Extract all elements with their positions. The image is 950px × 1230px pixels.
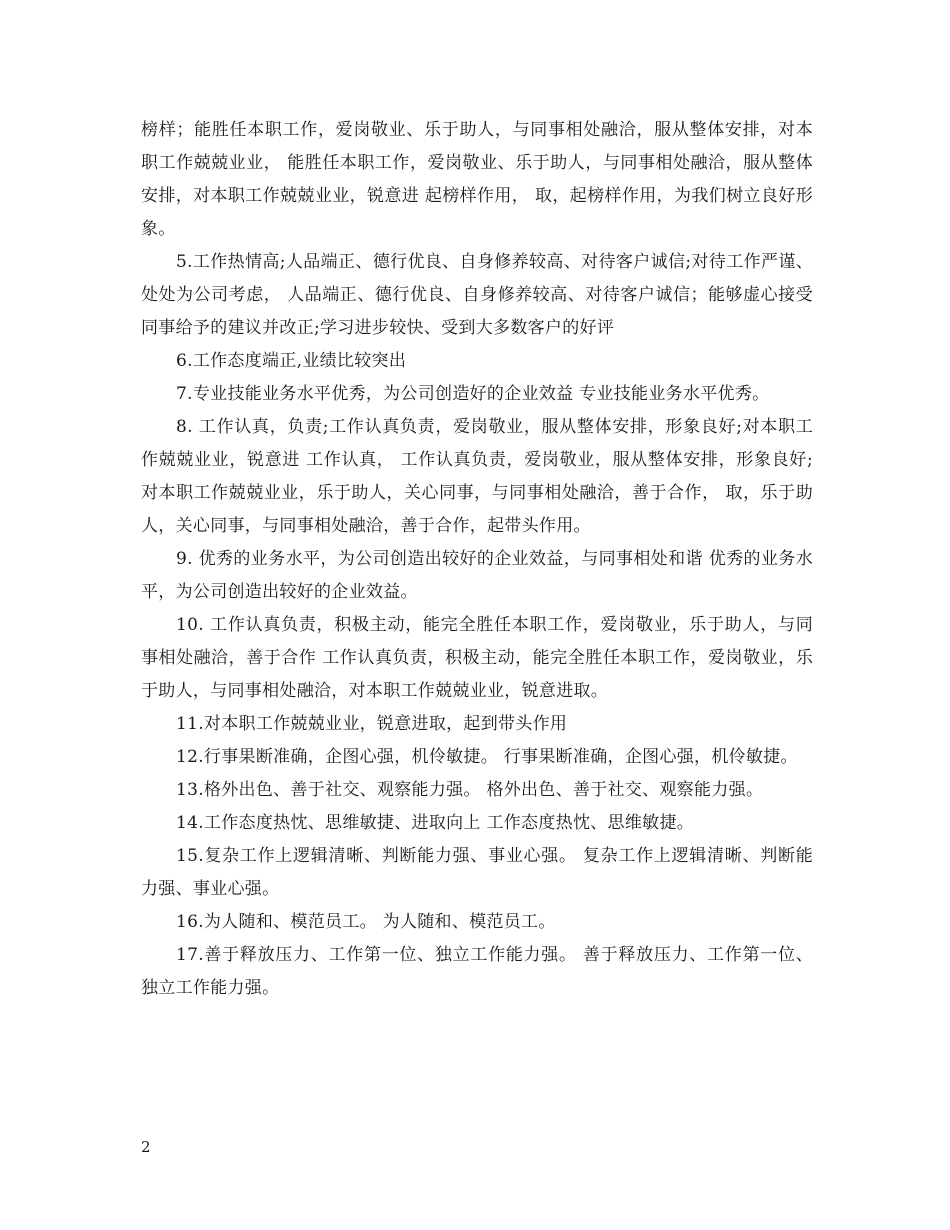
paragraph: 13.格外出色、善于社交、观察能力强。 格外出色、善于社交、观察能力强。: [176, 780, 764, 800]
paragraph: 7.专业技能业务水平优秀，为公司创造好的企业效益 专业技能业务水平优秀。: [176, 384, 770, 404]
page-number: 2: [141, 1138, 151, 1156]
paragraph: 12.行事果断准确，企图心强，机伶敏捷。 行事果断准确，企图心强，机伶敏捷。: [176, 747, 798, 767]
paragraph: 11.对本职工作兢兢业业，锐意进取，起到带头作用: [176, 714, 568, 734]
paragraph: 14.工作态度热忱、思维敏捷、进取向上 工作态度热忱、思维敏捷。: [176, 813, 695, 833]
paragraph: 6.工作态度端正,业绩比较突出: [176, 351, 407, 371]
document-body: [141, 114, 813, 1005]
paragraph: 8. 工作认真，负责;工作认真负责，爱岗敬业，服从整体安排，形象良好;对本职工作兢兢业业，锐意进 工作认真， 工作认真负责，爱岗敬业，服从整体安排，形象良好;对本职工作兢兢业业，乐于助人，关心同事，与同事相处融洽，善于合作， 取，乐于助人，关心同事，与同事相处融洽，善于合作，起带头作用。: [141, 417, 813, 536]
paragraph: 10. 工作认真负责，积极主动，能完全胜任本职工作，爱岗敬业，乐于助人，与同事相处融洽，善于合作 工作认真负责，积极主动，能完全胜任本职工作，爱岗敬业，乐于助人，与同事相处融洽，对本职工作兢兢业业，锐意进取。: [141, 615, 813, 701]
paragraph: 5.工作热情高;人品端正、德行优良、自身修养较高、对待客户诚信;对待工作严谨、处处为公司考虑， 人品端正、德行优良、自身修养较高、对待客户诚信；能够虚心接受同事给予的建议并改正;学习进步较快、受到大多数客户的好评: [141, 252, 813, 338]
paragraph: 17.善于释放压力、工作第一位、独立工作能力强。 善于释放压力、工作第一位、独立工作能力强。: [141, 945, 813, 998]
paragraph: 榜样；能胜任本职工作，爱岗敬业、乐于助人，与同事相处融洽，服从整体安排，对本职工作兢兢业业， 能胜任本职工作，爱岗敬业、乐于助人，与同事相处融洽，服从整体安排，对本职工作兢兢业业，锐意进 起榜样作用， 取，起榜样作用，为我们树立良好形象。: [141, 120, 813, 239]
paragraph: 9. 优秀的业务水平，为公司创造出较好的企业效益，与同事相处和谐 优秀的业务水平，为公司创造出较好的企业效益。: [141, 549, 813, 602]
paragraph: 16.为人随和、模范员工。 为人随和、模范员工。: [176, 912, 556, 932]
paragraph: 15.复杂工作上逻辑清晰、判断能力强、事业心强。 复杂工作上逻辑清晰、判断能力强、事业心强。: [141, 846, 813, 899]
